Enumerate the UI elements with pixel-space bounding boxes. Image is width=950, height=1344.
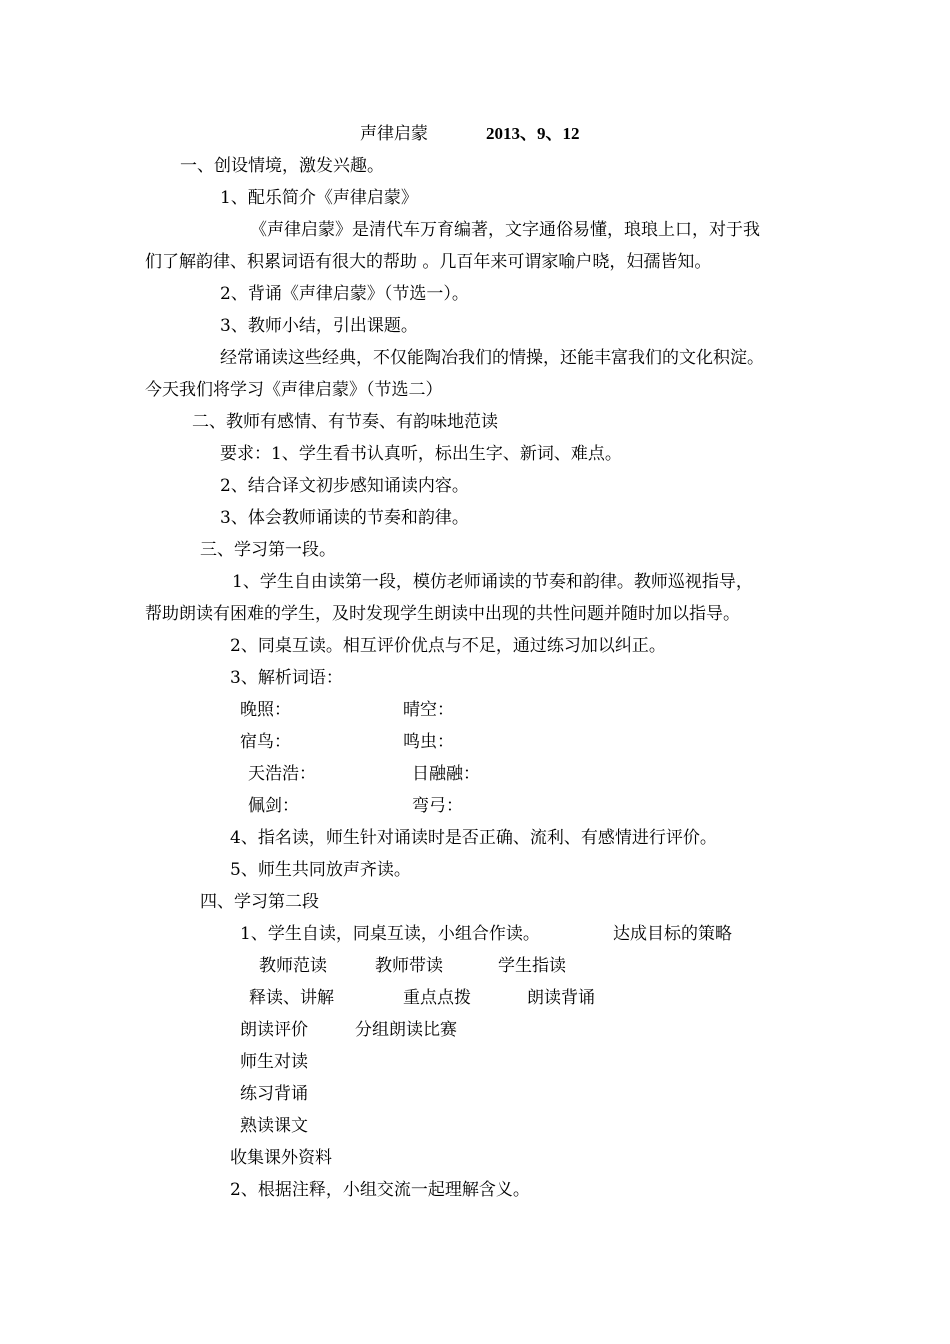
strategy-item: 熟读课文 [240, 1116, 308, 1136]
section-2-requirement-1: 要求：1、学生看书认真听，标出生字、新词、难点。 [220, 444, 622, 464]
section-3-item-1-line-1: 1、学生自由读第一段，模仿老师诵读的节奏和韵律。教师巡视指导， [232, 572, 753, 592]
strategy-item: 朗读评价 [240, 1020, 308, 1040]
section-1-item-3: 3、教师小结，引出课题。 [220, 316, 418, 336]
strategy-item: 学生指读 [498, 956, 566, 976]
vocab-term: 佩剑： [248, 796, 299, 816]
vocab-term: 鸣虫： [403, 732, 454, 752]
section-2-requirement-2: 2、结合译文初步感知诵读内容。 [220, 476, 469, 496]
paragraph-summary-line-2: 今天我们将学习《声律启蒙》（节选二） [145, 380, 443, 400]
strategy-item: 师生对读 [240, 1052, 308, 1072]
paragraph-intro-line-1: 《声律启蒙》是清代车万育编著，文字通俗易懂，琅琅上口，对于我 [250, 220, 760, 240]
section-3-heading: 三、学习第一段。 [200, 540, 336, 560]
strategy-item: 教师带读 [375, 956, 443, 976]
strategy-item: 收集课外资料 [230, 1148, 332, 1168]
vocab-term: 弯弓： [412, 796, 463, 816]
document-date: 2013、9、12 [486, 124, 580, 143]
section-3-item-4: 4、指名读，师生针对诵读时是否正确、流利、有感情进行评价。 [230, 828, 717, 848]
strategy-item: 分组朗读比赛 [355, 1020, 457, 1040]
section-1-item-2: 2、背诵《声律启蒙》（节选一）。 [220, 284, 469, 304]
vocab-term: 天浩浩： [248, 764, 316, 784]
strategy-item: 释读、讲解 [249, 988, 334, 1008]
section-3-item-1-line-2: 帮助朗读有困难的学生，及时发现学生朗读中出现的共性问题并随时加以指导。 [145, 604, 740, 624]
strategy-item: 练习背诵 [240, 1084, 308, 1104]
section-4-heading: 四、学习第二段 [200, 892, 319, 912]
vocab-term: 日融融： [412, 764, 480, 784]
section-1-heading: 一、创设情境，激发兴趣。 [180, 156, 384, 176]
paragraph-summary-line-1: 经常诵读这些经典，不仅能陶冶我们的情操，还能丰富我们的文化积淀。 [220, 348, 764, 368]
section-4-item-1: 1、学生自读，同桌互读，小组合作读。 [240, 924, 540, 944]
vocab-term: 宿鸟： [240, 732, 291, 752]
section-3-item-2: 2、同桌互读。相互评价优点与不足，通过练习加以纠正。 [230, 636, 666, 656]
strategy-heading: 达成目标的策略 [613, 924, 732, 944]
document-title: 声律启蒙 [360, 124, 428, 144]
section-1-item-1: 1、配乐简介《声律启蒙》 [220, 188, 418, 208]
paragraph-intro-line-2: 们了解韵律、积累词语有很大的帮助 。几百年来可谓家喻户晓，妇孺皆知。 [145, 252, 712, 272]
vocab-term: 晴空： [403, 700, 454, 720]
strategy-item: 教师范读 [259, 956, 327, 976]
section-3-item-3: 3、解析词语： [230, 668, 343, 688]
strategy-item: 重点点拨 [403, 988, 471, 1008]
section-3-item-5: 5、师生共同放声齐读。 [230, 860, 411, 880]
section-2-heading: 二、教师有感情、有节奏、有韵味地范读 [192, 412, 498, 432]
vocab-term: 晚照： [240, 700, 291, 720]
section-4-item-2: 2、根据注释，小组交流一起理解含义。 [230, 1180, 530, 1200]
strategy-item: 朗读背诵 [527, 988, 595, 1008]
section-2-requirement-3: 3、体会教师诵读的节奏和韵律。 [220, 508, 469, 528]
